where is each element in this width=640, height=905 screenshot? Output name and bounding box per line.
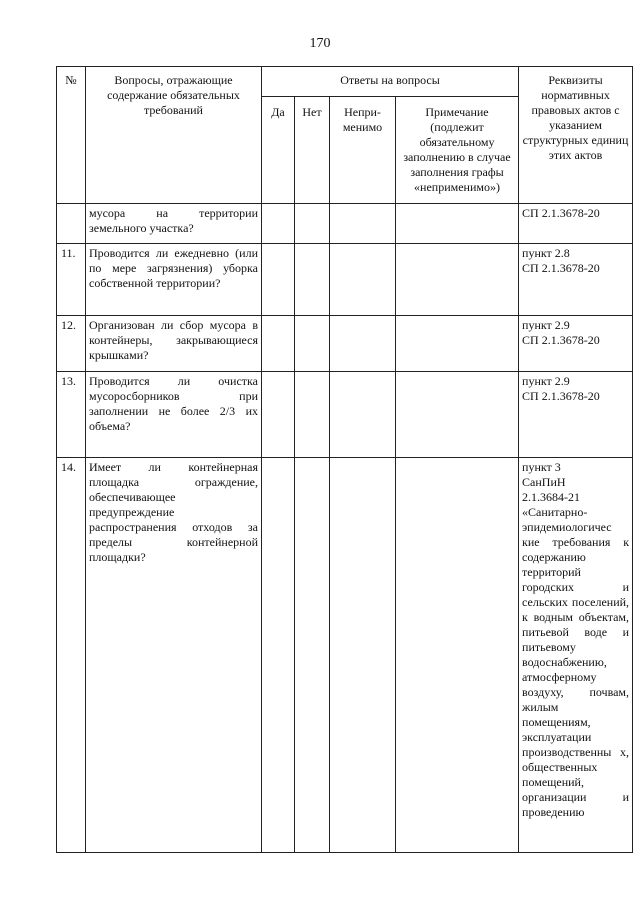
- inspection-checklist-table: [56, 66, 633, 853]
- header-not-applicable: Непри- менимо: [330, 97, 396, 204]
- header-questions: Вопросы, отражающие содержание обязательных требований: [86, 67, 262, 204]
- requisites-text: пункт 2.9 СП 2.1.3678-20: [519, 316, 633, 372]
- question-text: Имеет ли контейнерная площадка ограждение, обеспечивающее предупреждение распространения отходов за пределы контейнерной площадки?: [86, 458, 262, 853]
- answer-yes-cell[interactable]: [262, 204, 295, 244]
- header-row-top: [57, 67, 633, 97]
- answer-na-cell[interactable]: [330, 458, 396, 853]
- requisites-text: СП 2.1.3678-20: [519, 204, 633, 244]
- note-cell[interactable]: [396, 316, 519, 372]
- answer-yes-cell[interactable]: [262, 458, 295, 853]
- answer-na-cell[interactable]: [330, 244, 396, 316]
- table-row: [57, 458, 633, 853]
- note-cell[interactable]: [396, 458, 519, 853]
- question-text: Организован ли сбор мусора в контейнеры, закрывающиеся крышками?: [86, 316, 262, 372]
- note-cell[interactable]: [396, 372, 519, 458]
- answer-yes-cell[interactable]: [262, 372, 295, 458]
- header-no: Нет: [295, 97, 330, 204]
- requisites-text: пункт 2.8 СП 2.1.3678-20: [519, 244, 633, 316]
- note-cell[interactable]: [396, 244, 519, 316]
- row-number: 12.: [57, 316, 86, 372]
- header-requisites: Реквизиты нормативных правовых актов с указанием структурных единиц этих актов: [519, 67, 633, 204]
- header-yes: Да: [262, 97, 295, 204]
- answer-no-cell[interactable]: [295, 316, 330, 372]
- requisites-text: пункт 3 СанПиН 2.1.3684-21 «Санитарно-эпидемиологичес кие требования к содержанию территорий городских и сельских поселений, к водным объектам, питьевой воде и питьевому водоснабжению, атмосферному воздуху, почвам, жилым помещениям, эксплуатации производственны х, общественных помещений, организации и проведению: [519, 458, 633, 853]
- table-row: [57, 244, 633, 316]
- table-row: [57, 204, 633, 244]
- table-row: [57, 316, 633, 372]
- answer-yes-cell[interactable]: [262, 244, 295, 316]
- answer-na-cell[interactable]: [330, 204, 396, 244]
- requisites-text: пункт 2.9 СП 2.1.3678-20: [519, 372, 633, 458]
- page-number: 170: [309, 36, 331, 51]
- answer-no-cell[interactable]: [295, 244, 330, 316]
- answer-yes-cell[interactable]: [262, 316, 295, 372]
- header-answers: Ответы на вопросы: [262, 67, 519, 97]
- row-number: [57, 204, 86, 244]
- answer-no-cell[interactable]: [295, 458, 330, 853]
- answer-na-cell[interactable]: [330, 316, 396, 372]
- question-text: Проводится ли ежедневно (или по мере загрязнения) уборка собственной территории?: [86, 244, 262, 316]
- header-num: №: [57, 67, 86, 204]
- row-number: 11.: [57, 244, 86, 316]
- answer-no-cell[interactable]: [295, 204, 330, 244]
- header-note: Примечание (подлежит обязательному заполнению в случае заполнения графы «неприменимо»): [396, 97, 519, 204]
- row-number: 13.: [57, 372, 86, 458]
- row-number: 14.: [57, 458, 86, 853]
- answer-na-cell[interactable]: [330, 372, 396, 458]
- question-text: Проводится ли очистка мусоросборников при заполнении не более 2/3 их объема?: [86, 372, 262, 458]
- answer-no-cell[interactable]: [295, 372, 330, 458]
- note-cell[interactable]: [396, 204, 519, 244]
- question-text: мусора на территории земельного участка?: [86, 204, 262, 244]
- table-row: [57, 372, 633, 458]
